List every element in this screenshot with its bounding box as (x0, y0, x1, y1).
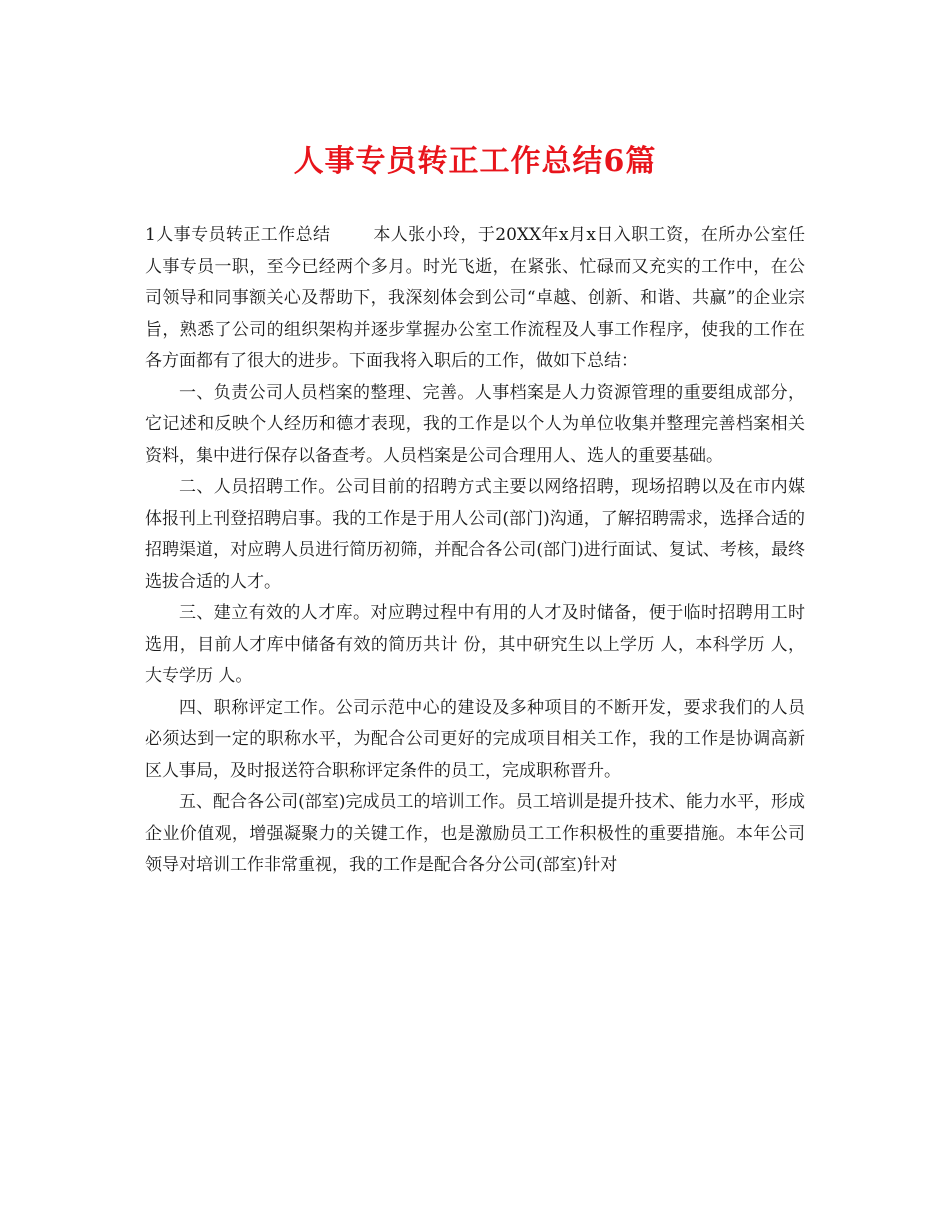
document-title: 人事专员转正工作总结6篇 (293, 144, 657, 179)
paragraph-talent-pool: 三、建立有效的人才库。对应聘过程中有用的人才及时储备，便于临时招聘用工时选用，目前人才库中储备有效的简历共计 份，其中研究生以上学历 人，本科学历 人，大专学历 人。 (145, 603, 805, 686)
intro-text: 本人张小玲，于20XX年x月x日入职工资，在所办公室任人事专员一职，至今已经两个多月。时光飞逝，在紧张、忙碌而又充实的工作中，在公司领导和同事额关心及帮助下，我深刻体会到公司“卓越、创新、和谐、共赢”的企业宗旨，熟悉了公司的组织架构并逐步掌握办公室工作流程及人事工作程序，使我的工作在各方面都有了很大的进步。下面我将入职后的工作，做如下总结： (145, 225, 805, 371)
document-body (145, 220, 805, 882)
paragraph-training: 五、配合各公司(部室)完成员工的培训工作。员工培训是提升技术、能力水平，形成企业价值观，增强凝聚力的关键工作，也是激励员工工作积极性的重要措施。本年公司领导对培训工作非常重视，我的工作是配合各分公司(部室)针对 (145, 792, 805, 875)
intro-gap (330, 225, 373, 245)
intro-paragraph (145, 220, 805, 378)
intro-heading: 1人事专员转正工作总结 (145, 225, 331, 245)
paragraph-recruitment: 二、人员招聘工作。公司目前的招聘方式主要以网络招聘，现场招聘以及在市内媒体报刊上刊登招聘启事。我的工作是于用人公司(部门)沟通，了解招聘需求，选择合适的招聘渠道，对应聘人员进行简历初筛，并配合各公司(部门)进行面试、复试、考核，最终选拔合适的人才。 (145, 477, 805, 592)
paragraph-title-evaluation: 四、职称评定工作。公司示范中心的建设及多种项目的不断开发，要求我们的人员必须达到一定的职称水平，为配合公司更好的完成项目相关工作，我的工作是协调高新区人事局，及时报送符合职称评定条件的员工，完成职称晋升。 (145, 697, 805, 781)
paragraph-archives: 一、负责公司人员档案的整理、完善。人事档案是人力资源管理的重要组成部分，它记述和反映个人经历和德才表现，我的工作是以个人为单位收集并整理完善档案相关资料，集中进行保存以备查考。人员档案是公司合理用人、选人的重要基础。 (145, 382, 805, 466)
